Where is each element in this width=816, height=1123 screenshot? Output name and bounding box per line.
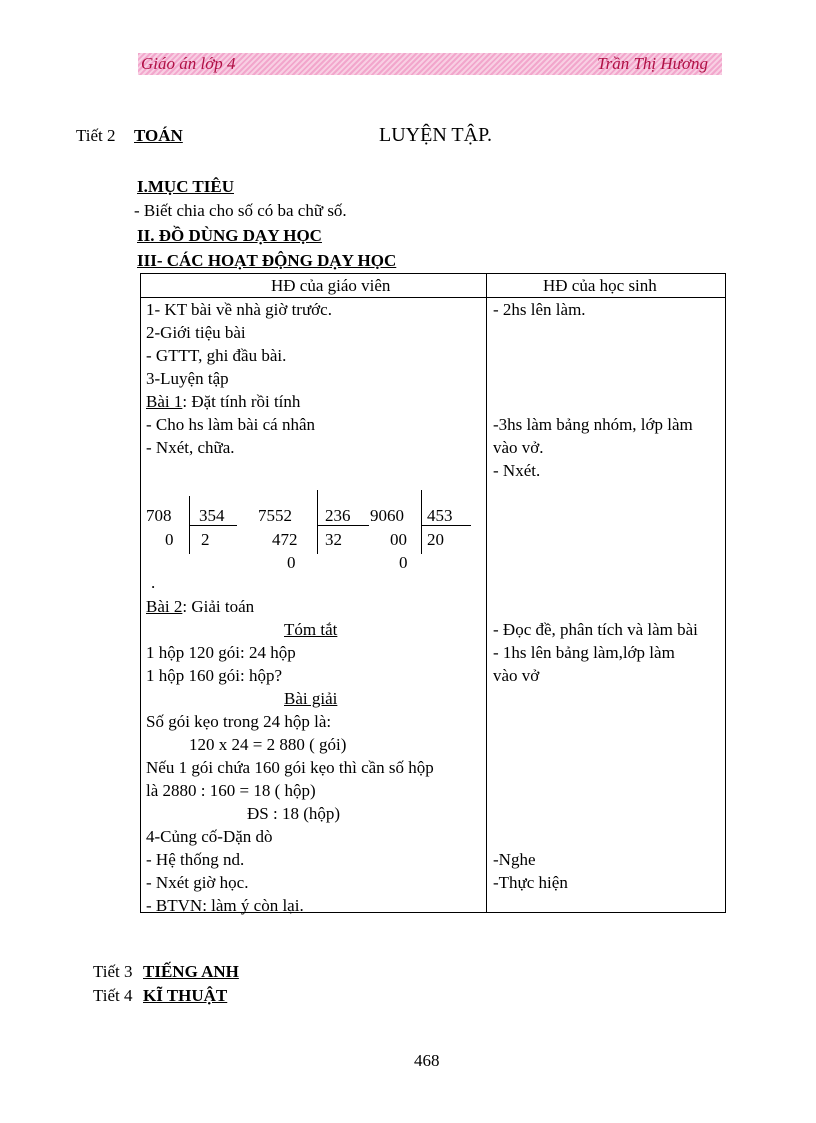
- division-partial: 472: [272, 530, 298, 549]
- stray-dot: .: [151, 573, 156, 592]
- student-line: - Nxét.: [493, 461, 541, 480]
- division-remainder: 0: [287, 553, 296, 572]
- division-quotient: 2: [201, 530, 210, 549]
- division-divisor: 453: [427, 506, 453, 525]
- solution-title: Bài giải: [284, 689, 338, 708]
- teacher-column-header: HĐ của giáo viên: [271, 276, 391, 295]
- answer-line: ĐS : 18 (hộp): [247, 804, 341, 823]
- student-line: -3hs làm bảng nhóm, lớp làm: [493, 415, 693, 434]
- division-dividend: 708: [146, 506, 172, 525]
- summary-line: 1 hộp 160 gói: hộp?: [146, 666, 282, 685]
- division-dividend: 7552: [258, 506, 292, 525]
- lesson-title: LUYỆN TẬP.: [379, 124, 492, 146]
- division-quotient: 20: [427, 530, 444, 549]
- solution-line: Nếu 1 gói chứa 160 gói kẹo thì cần số hộp: [146, 758, 434, 777]
- summary-title: Tóm tắt: [284, 620, 338, 639]
- division-partial: 00: [390, 530, 407, 549]
- footer-lesson-period: Tiết 4: [93, 986, 133, 1005]
- student-line: vào vở: [493, 666, 540, 685]
- summary-line: 1 hộp 120 gói: 24 hộp: [146, 643, 296, 662]
- teacher-line: 3-Luyện tập: [146, 369, 229, 388]
- division-bar: [317, 490, 318, 554]
- objectives-text: - Biết chia cho số có ba chữ số.: [134, 201, 347, 220]
- teacher-line: 1- KT bài về nhà giờ trước.: [146, 300, 332, 319]
- division-remainder: 0: [165, 530, 174, 549]
- exercise-1-task: : Đặt tính rồi tính: [182, 392, 301, 411]
- header-teacher: Trần Thị Hương: [597, 54, 708, 73]
- division-bar: [421, 490, 422, 554]
- page-number: 468: [414, 1051, 440, 1070]
- footer-lesson-subject: KĨ THUẬT: [143, 986, 228, 1005]
- column-divider: [486, 274, 487, 912]
- teacher-line: - BTVN: làm ý còn lại.: [146, 896, 304, 915]
- header-course: Giáo án lớp 4: [141, 54, 236, 73]
- student-line: -Thực hiện: [493, 873, 568, 892]
- lesson-subject: TOÁN: [134, 126, 183, 145]
- exercise-2-task: : Giải toán: [182, 597, 255, 616]
- footer-lesson-subject: TIẾNG ANH: [143, 962, 239, 981]
- exercise-1-heading: [146, 390, 300, 413]
- exercise-1-label: Bài 1: [146, 392, 183, 411]
- student-line: - Đọc đề, phân tích và làm bài: [493, 620, 698, 639]
- division-divisor: 354: [199, 506, 225, 525]
- page-header-banner: [138, 53, 722, 75]
- solution-line: Số gói kẹo trong 24 hộp là:: [146, 712, 332, 731]
- teacher-line: 2-Giới tiệu bài: [146, 323, 246, 342]
- student-line: - 1hs lên bảng làm,lớp làm: [493, 643, 675, 662]
- activities-heading: III- CÁC HOẠT ĐỘNG DẠY HỌC: [137, 251, 397, 270]
- objectives-heading: I.MỤC TIÊU: [137, 177, 234, 196]
- solution-line: 120 x 24 = 2 880 ( gói): [189, 735, 347, 754]
- teacher-line: - Hệ thống nd.: [146, 850, 245, 869]
- teacher-line: - Nxét giờ học.: [146, 873, 249, 892]
- solution-line: là 2880 : 160 = 18 ( hộp): [146, 781, 316, 800]
- teacher-line: - GTTT, ghi đầu bài.: [146, 346, 287, 365]
- teacher-line: - Cho hs làm bài cá nhân: [146, 415, 316, 434]
- exercise-2-label: Bài 2: [146, 597, 183, 616]
- student-line: - 2hs lên làm.: [493, 300, 586, 319]
- teacher-line: - Nxét, chữa.: [146, 438, 235, 457]
- materials-heading: II. ĐỒ DÙNG DẠY HỌC: [137, 226, 322, 245]
- student-line: -Nghe: [493, 850, 536, 869]
- lesson-period: Tiết 2: [76, 126, 116, 145]
- division-divisor: 236: [325, 506, 351, 525]
- division-dividend: 9060: [370, 506, 404, 525]
- student-line: vào vở.: [493, 438, 544, 457]
- exercise-2-heading: [146, 595, 254, 618]
- division-quotient: 32: [325, 530, 342, 549]
- footer-lesson-period: Tiết 3: [93, 962, 133, 981]
- teacher-line: 4-Củng cố-Dặn dò: [146, 827, 273, 846]
- student-column-header: HĐ của học sinh: [543, 276, 657, 295]
- division-remainder: 0: [399, 553, 408, 572]
- activities-table: [140, 273, 726, 913]
